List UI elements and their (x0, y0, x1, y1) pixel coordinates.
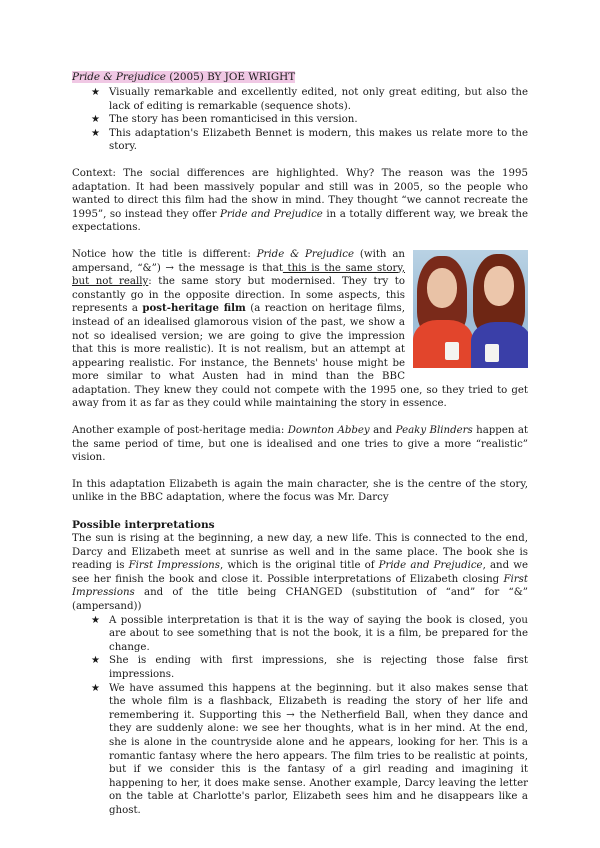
document-title (72, 70, 528, 84)
notice-paragraph: Notice how the title is different: Pride & Prejudice (with an ampersand, “&”) → the message is that this is the same story, but not really: the same story but modernised. They try to constantly go in the opposite direction. In some aspects, this represents a post-heritage film (a reaction on heritage films, instead of an idealised glamorous vision of the past, we show a not so idealised version; we are going to give the impression that this is more realistic). It is not realism, but an attempt at appearing realistic. For instance, the Bennets' house might be more similar to what Austen had in mind than the BBC adaptation. They knew they could not compete with the 1995 one, so they tried to get away from it as far as they could while maintaining the story in essence. (72, 248, 528, 410)
list-item: ★ The story has been romanticised in this version. (91, 114, 358, 126)
list-item: ★ Visually remarkable and excellently edited, not only great editing, but also the lack of editing is remarkable (sequence shots). (91, 87, 528, 112)
title-rest: (2005) BY JOE WRIGHT (165, 71, 296, 83)
film-still-image (413, 250, 528, 368)
star-bullet-icon: ★ (91, 655, 100, 667)
star-bullet-icon: ★ (91, 114, 100, 126)
list-item: ★ We have assumed this happens at the beginning. but it also makes sense that the whole film is a flashback, Elizabeth is reading the story of her life and remembering it. Supporting this → the Netherfield Ball, when they dance and they are suddenly alone: we see her thoughts, what is in her mind. At the end, she is alone in the countryside alone and he appears, looking for her. This is a romantic fantasy where the hero appears. The film tries to be realistic at points, but if we consider this is the fantasy of a girl reading and imagining it happening to her, it does make sense. Another example, Darcy leaving the letter on the table at Charlotte's parlor, Elizabeth sees him and he disappears like a ghost. (91, 682, 528, 816)
adaptation-paragraph: In this adaptation Elizabeth is again the main character, she is the centre of the story, unlike in the BBC adaptation, where the focus was Mr. Darcy (72, 478, 528, 504)
top-bullet-list (72, 86, 528, 154)
section-heading: Possible interpretations (72, 519, 215, 532)
sun-paragraph: The sun is rising at the beginning, a new day, a new life. This is connected to the end, Darcy and Elizabeth meet at sunrise as well and in the same place. The book she is reading is First Impressions, which is the original title of Pride and Prejudice, and we see her finish the book and close it. Possible interpretations of Elizabeth closing First Impressions and of the title being CHANGED (substitution of “and” for “&” (ampersand)) (72, 533, 528, 612)
list-item: ★ She is ending with first impressions, she is rejecting those false first impressions. (91, 655, 528, 680)
list-item: ★ This adaptation's Elizabeth Bennet is modern, this makes us relate more to the story. (91, 127, 528, 153)
another-example-paragraph: Another example of post-heritage media: Downton Abbey and Peaky Blinders happen at the same period of time, but one is idealised and one tries to give a more “realistic” vision. (72, 425, 528, 464)
star-bullet-icon: ★ (91, 127, 100, 139)
context-paragraph: Context: The social differences are highlighted. Why? The reason was the 1995 adaptation. It had been massively popular and still was in 2005, so the people who wanted to direct this film had the show in mind. They thought “we cannot recreate the 1995”, so instead they offer Pride and Prejudice in a totally different way, we break the expectations. (72, 167, 529, 234)
list-item: ★ A possible interpretation is that it is the way of saying the book is closed, you are about to see something that is not the book, it is a film, be prepared for the change. (91, 614, 528, 653)
bottom-bullet-list (72, 614, 528, 818)
star-bullet-icon: ★ (91, 614, 100, 626)
star-bullet-icon: ★ (91, 87, 100, 98)
star-bullet-icon: ★ (91, 682, 100, 694)
title-film: Pride & Prejudice (72, 71, 166, 83)
